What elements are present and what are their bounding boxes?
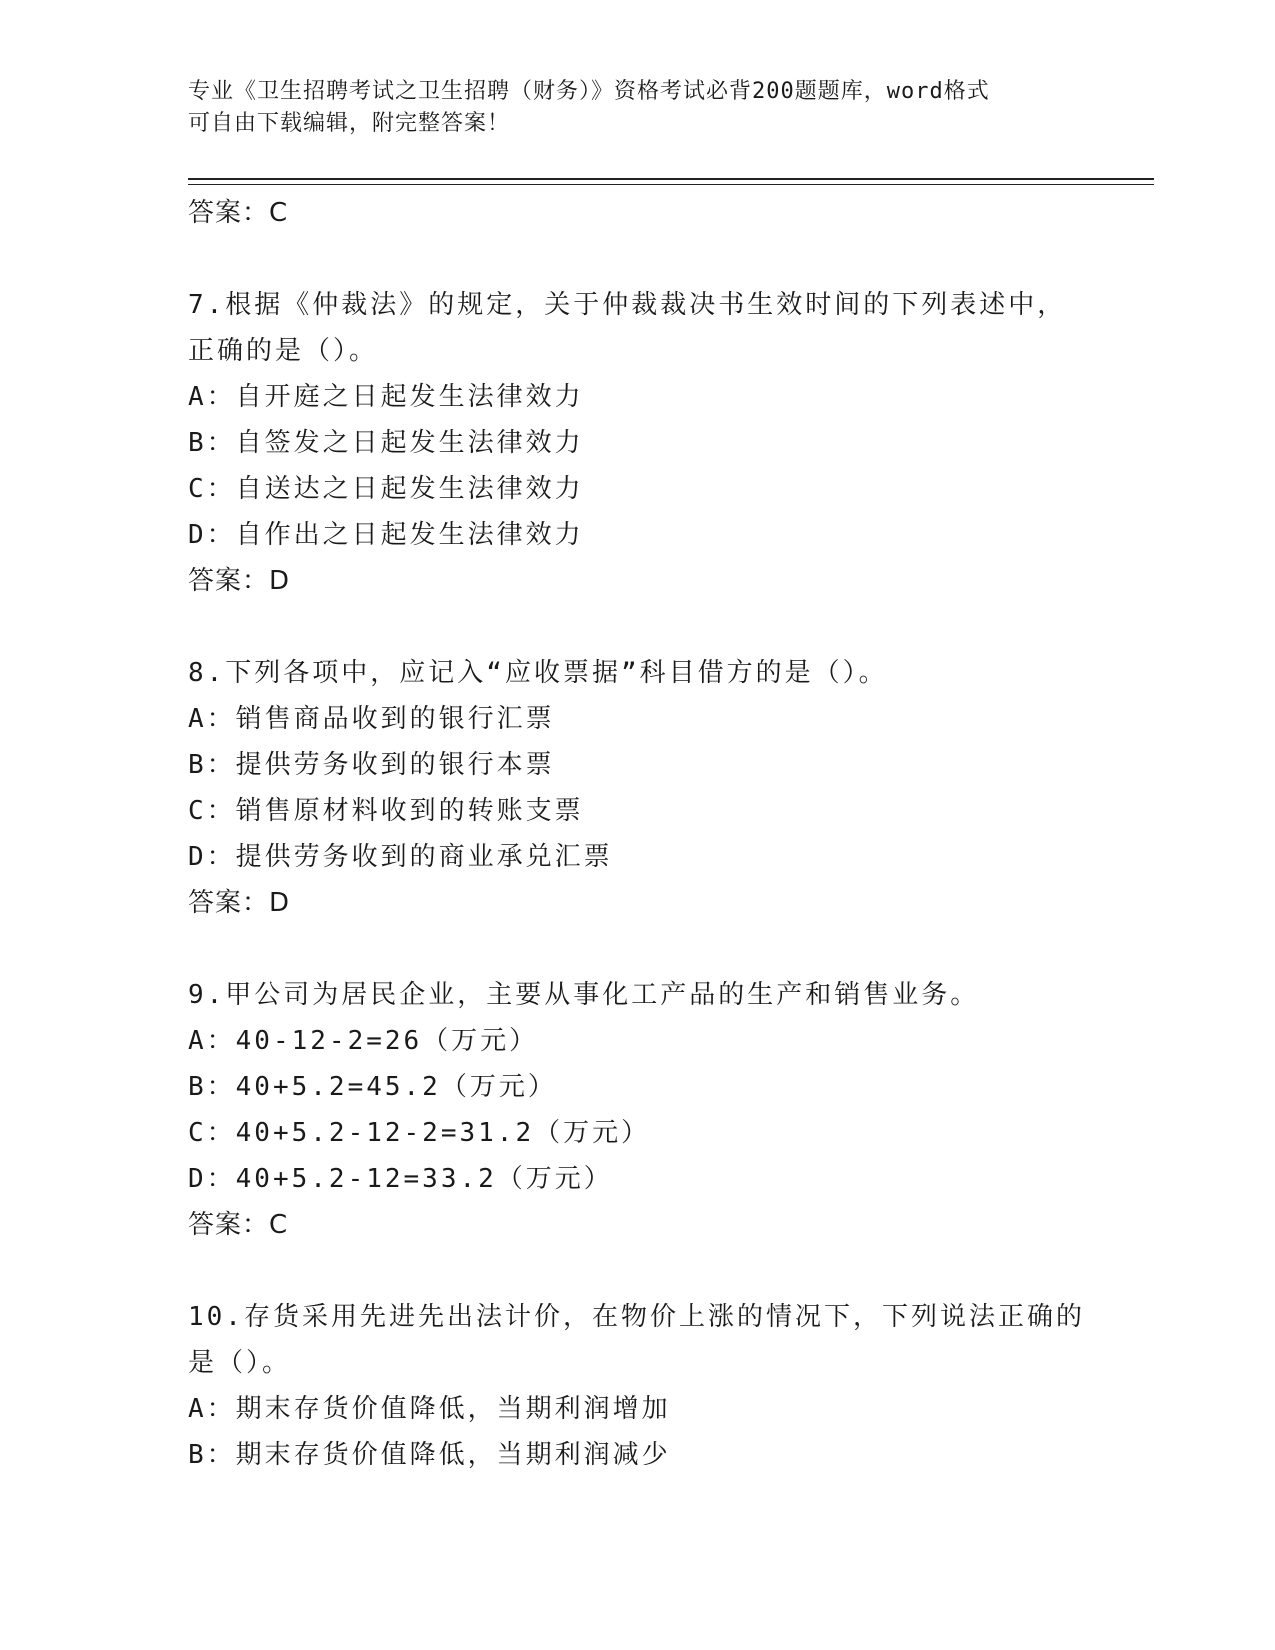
question-9 (188, 972, 1088, 1248)
header-rule-thin (188, 184, 1154, 185)
header-rule-thick (188, 178, 1154, 180)
header-line-1: 专业《卫生招聘考试之卫生招聘（财务）》资格考试必背200题题库，word格式 (188, 79, 990, 104)
option-b: B：提供劳务收到的银行本票 (188, 750, 555, 780)
option-a: A：自开庭之日起发生法律效力 (188, 382, 584, 412)
question-list (188, 190, 1088, 1478)
question-stem: 8.下列各项中，应记入“应收票据”科目借方的是（）。 (188, 658, 888, 688)
answer-line: 答案：D (188, 566, 291, 596)
document-header (188, 76, 1088, 140)
option-c: C：40+5.2-12-2=31.2（万元） (188, 1118, 651, 1148)
spacer (188, 926, 1088, 972)
option-d: D：提供劳务收到的商业承兑汇票 (188, 842, 613, 872)
question-10 (188, 1294, 1088, 1478)
option-a: A：40-12-2=26（万元） (188, 1026, 539, 1056)
answer-line: 答案：D (188, 888, 291, 918)
option-c: C：销售原材料收到的转账支票 (188, 796, 584, 826)
spacer (188, 604, 1088, 650)
spacer (188, 1248, 1088, 1294)
question-7 (188, 282, 1088, 604)
option-d: D：40+5.2-12=33.2（万元） (188, 1164, 613, 1194)
option-b: B：自签发之日起发生法律效力 (188, 428, 584, 458)
option-d: D：自作出之日起发生法律效力 (188, 520, 584, 550)
question-stem-continued: 是（）。 (188, 1348, 292, 1378)
header-line-2: 可自由下载编辑，附完整答案！ (188, 111, 511, 136)
answer-line: 答案：C (188, 1210, 289, 1240)
option-b: B：40+5.2=45.2（万元） (188, 1072, 557, 1102)
question-stem: 7.根据《仲裁法》的规定，关于仲裁裁决书生效时间的下列表述中， (188, 290, 1067, 320)
spacer (188, 236, 1088, 282)
option-a: A：销售商品收到的银行汇票 (188, 704, 555, 734)
option-b: B：期末存货价值降低，当期利润减少 (188, 1440, 671, 1470)
option-c: C：自送达之日起发生法律效力 (188, 474, 584, 504)
question-stem-continued: 正确的是（）。 (188, 336, 379, 366)
answer-line: 答案：C (188, 198, 289, 228)
question-stem: 10.存货采用先进先出法计价，在物价上涨的情况下，下列说法正确的 (188, 1302, 1085, 1332)
question-8 (188, 650, 1088, 926)
question-stem: 9.甲公司为居民企业，主要从事化工产品的生产和销售业务。 (188, 980, 980, 1010)
option-a: A：期末存货价值降低，当期利润增加 (188, 1394, 671, 1424)
